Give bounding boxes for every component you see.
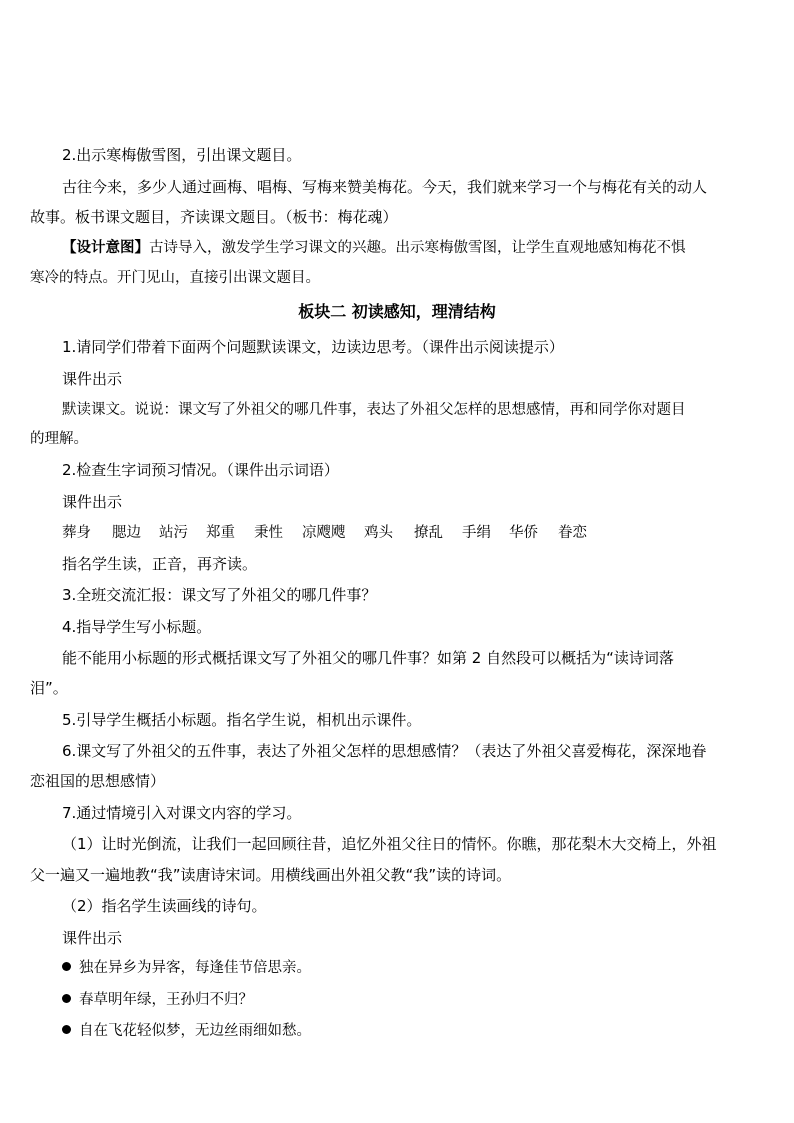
poem-line: 自在飞花轻似梦，无边丝雨细如愁。 <box>79 1023 311 1039</box>
step-7-2-line: （2）指名学生读画线的诗句。 <box>62 897 267 915</box>
step-4-question-line-2: 泪”。 <box>30 679 68 697</box>
bullet-dot-icon <box>62 994 71 1003</box>
step-6-line-2: 恋祖国的思想感情） <box>30 772 166 790</box>
step-5-line: 5.引导学生概括小标题。指名学生说，相机出示课件。 <box>62 711 422 729</box>
design-intent-text: 古诗导入，激发学生学习课文的兴趣。出示寒梅傲雪图，让学生直观地感知梅花不惧 <box>149 240 686 256</box>
intro-paragraph-line-2: 故事。板书课文题目，齐读课文题目。（板书：梅花魂） <box>30 208 398 226</box>
vocab-word: 凉飕飕 <box>302 525 346 541</box>
step-7-line: 7.通过情境引入对课文内容的学习。 <box>62 804 302 822</box>
design-intent-line-1 <box>62 238 686 258</box>
vocab-word: 腮边 <box>112 525 141 541</box>
bullet-dot-icon <box>62 1025 71 1034</box>
step-2-line: 2.出示寒梅傲雪图，引出课文题目。 <box>62 146 302 164</box>
step-4-line: 4.指导学生写小标题。 <box>62 618 212 636</box>
vocab-word: 秉性 <box>254 525 283 541</box>
vocab-word: 鸡头 <box>364 525 393 541</box>
courseware-label-1: 课件出示 <box>62 370 123 388</box>
vocab-word: 华侨 <box>509 525 538 541</box>
step-7-1-line-1: （1）让时光倒流，让我们一起回顾往昔，追忆外祖父往日的情怀。你瞧，那花梨木大交椅上，外祖 <box>62 835 717 853</box>
poem-line: 春草明年绿，王孙归不归？ <box>79 992 253 1008</box>
step-6-line-1: 6.课文写了外祖父的五件事，表达了外祖父怎样的思想感情？（表达了外祖父喜爱梅花，深深地眷 <box>62 742 707 760</box>
vocab-word: 撩乱 <box>414 525 443 541</box>
step-3-line: 3.全班交流汇报：课文写了外祖父的哪几件事？ <box>62 586 377 604</box>
step-1-line: 1.请同学们带着下面两个问题默读课文，边读边思考。（课件出示阅读提示） <box>62 338 564 356</box>
vocab-word: 站污 <box>159 525 188 541</box>
read-aloud-line: 指名学生读，正音，再齐读。 <box>62 555 258 573</box>
design-intent-tag: 【设计意图】 <box>62 239 149 256</box>
step-2-vocab-line: 2.检查生字词预习情况。（课件出示词语） <box>62 461 339 479</box>
poem-list-item <box>62 958 311 978</box>
courseware-label-2: 课件出示 <box>62 493 123 511</box>
reading-prompt-line-1: 默读课文。说说：课文写了外祖父的哪几件事，表达了外祖父怎样的思想感情，再和同学你对题目 <box>62 402 686 418</box>
courseware-label-3: 课件出示 <box>62 929 123 947</box>
reading-prompt-line-2: 的理解。 <box>30 431 88 447</box>
bullet-dot-icon <box>62 962 71 971</box>
vocab-word: 郑重 <box>206 525 235 541</box>
step-7-1-line-2: 父一遍又一遍地教“我”读唐诗宋词。用横线画出外祖父教“我”读的诗词。 <box>30 866 512 884</box>
section-heading: 板块二 初读感知，理清结构 <box>298 302 496 321</box>
poem-line: 独在异乡为异客，每逢佳节倍思亲。 <box>79 960 311 976</box>
intro-paragraph-line-1: 古往今来，多少人通过画梅、唱梅、写梅来赞美梅花。今天，我们就来学习一个与梅花有关的动人 <box>62 178 708 196</box>
vocab-word: 眷恋 <box>558 525 587 541</box>
vocab-word: 葬身 <box>62 525 91 541</box>
vocab-row <box>62 523 702 543</box>
design-intent-line-2: 寒冷的特点。开门见山，直接引出课文题目。 <box>30 270 320 286</box>
poem-list-item <box>62 990 253 1010</box>
poem-list-item <box>62 1021 311 1041</box>
step-4-question-line-1: 能不能用小标题的形式概括课文写了外祖父的哪几件事？如第 2 自然段可以概括为“读诗词落 <box>62 649 674 667</box>
vocab-word: 手绢 <box>462 525 491 541</box>
